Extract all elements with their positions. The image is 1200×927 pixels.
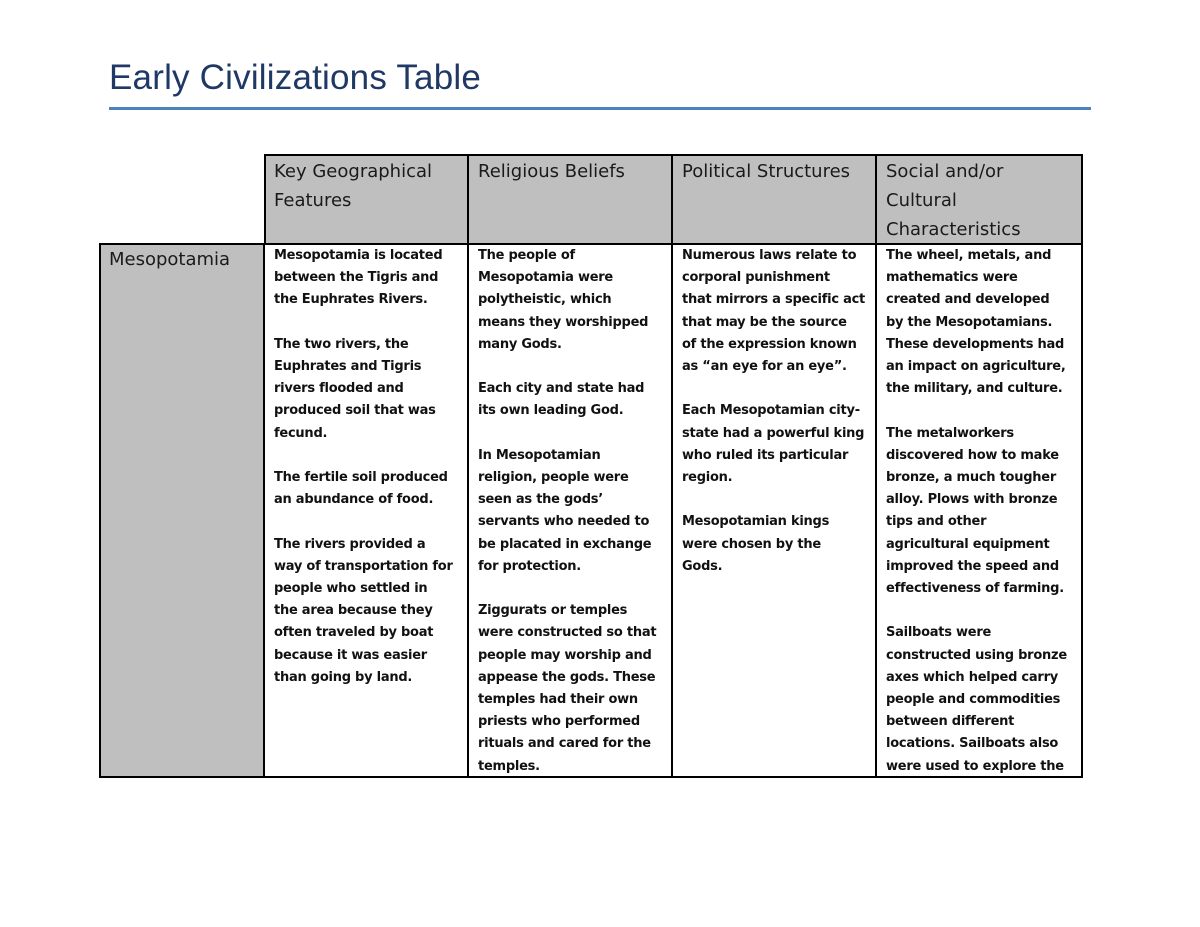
cell-geography xyxy=(274,245,453,689)
page-title: Early Civilizations Table xyxy=(109,58,482,97)
column-divider xyxy=(875,154,877,778)
paragraph: Mesopotamia is located between the Tigris and the Euphrates Rivers. xyxy=(274,248,443,308)
header-religion: Religious Beliefs xyxy=(478,161,625,182)
header-social: Social and/or Cultural Characteristics xyxy=(886,161,1021,240)
row-label-cell xyxy=(101,245,265,776)
paragraph: In Mesopotamian religion, people were seen as the gods’ servants who needed to be placated in exchange for protection. xyxy=(478,447,652,574)
paragraph: Mesopotamian kings were chosen by the Gods. xyxy=(682,514,830,574)
header-politics: Political Structures xyxy=(682,161,851,182)
cell-social xyxy=(886,245,1067,778)
cell-religion xyxy=(478,245,656,778)
cell-politics xyxy=(682,245,865,578)
row-label: Mesopotamia xyxy=(109,249,231,270)
paragraph: Numerous laws relate to corporal punishment that mirrors a specific act that may be the source of the expression known as “an eye for an eye”. xyxy=(682,248,866,375)
paragraph: The metalworkers discovered how to make bronze, a much tougher alloy. Plows with bronze tips and other agricultural equipment improved the speed and effectiveness of farming. xyxy=(886,425,1064,597)
column-divider xyxy=(671,154,673,778)
paragraph: Each Mesopotamian city- state had a powerful king who ruled its particular region. xyxy=(682,403,865,486)
paragraph: Each city and state had its own leading God. xyxy=(478,381,645,419)
paragraph: The two rivers, the Euphrates and Tigris rivers flooded and produced soil that was fecund. xyxy=(274,336,436,441)
paragraph: The wheel, metals, and mathematics were created and developed by the Mesopotamians. These developments had an impact on agriculture, the military, and culture. xyxy=(886,248,1066,397)
paragraph: The fertile soil produced an abundance of food. xyxy=(274,470,448,508)
paragraph: The rivers provided a way of transportation for people who settled in the area because they often traveled by boat because it was easier than going by land. xyxy=(274,536,453,685)
paragraph: Ziggurats or temples were constructed so that people may worship and appease the gods. These temples had their own priests who performed rituals and cared for the temples. xyxy=(478,603,657,774)
paragraph: The people of Mesopotamia were polytheistic, which means they worshipped many Gods. xyxy=(478,248,649,352)
paragraph: Sailboats were constructed using bronze axes which helped carry people and commodities between different locations. Sailboats also were used to explore the xyxy=(886,625,1067,774)
column-divider xyxy=(467,154,469,778)
title-divider xyxy=(109,107,1091,110)
header-geography: Key Geographical Features xyxy=(274,161,433,211)
